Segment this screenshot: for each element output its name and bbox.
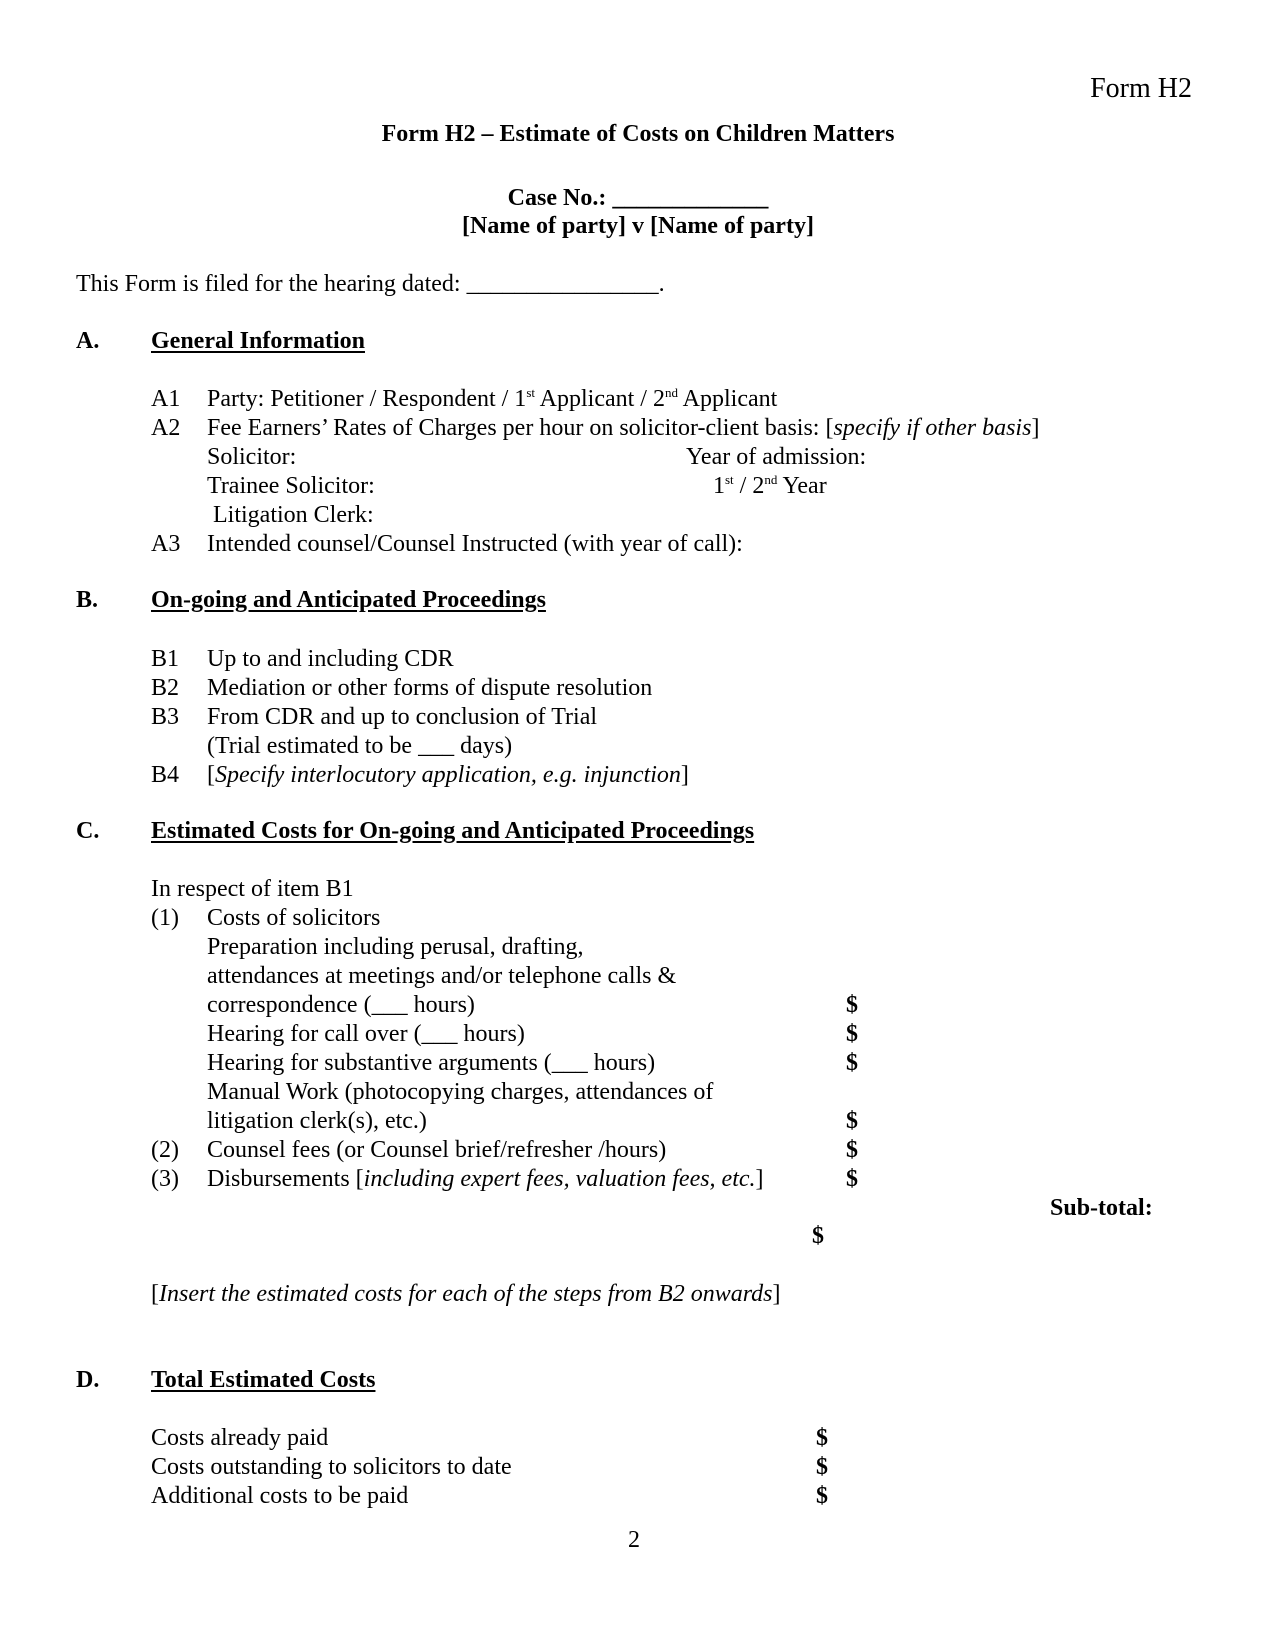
currency-sign: $ bbox=[816, 1454, 828, 1480]
form-code: Form H2 bbox=[1090, 73, 1192, 104]
case-number: Case No.: _____________ bbox=[507, 185, 769, 211]
year-admission-label: Year of admission: bbox=[686, 444, 867, 470]
litigation-clerk-label: Litigation Clerk: bbox=[213, 502, 374, 528]
preparation-line-3: correspondence (___ hours) bbox=[207, 992, 475, 1018]
manual-work-line-2: litigation clerk(s), etc.) bbox=[207, 1108, 427, 1134]
trainee-label: Trainee Solicitor: bbox=[207, 473, 375, 499]
trainee-year: 1st / 2nd Year bbox=[713, 472, 827, 499]
section-c-letter: C. bbox=[76, 818, 100, 844]
item-c3-number: (3) bbox=[151, 1166, 179, 1192]
currency-sign: $ bbox=[816, 1425, 828, 1451]
currency-sign: $ bbox=[846, 1166, 858, 1192]
item-a3-number: A3 bbox=[151, 531, 181, 557]
item-c2-text: Counsel fees (or Counsel brief/refresher /hours) bbox=[207, 1137, 667, 1163]
costs-outstanding: Costs outstanding to solicitors to date bbox=[151, 1454, 512, 1480]
item-c1-text: Costs of solicitors bbox=[207, 905, 381, 931]
section-a-heading: General Information bbox=[151, 328, 365, 354]
call-over-hearing: Hearing for call over (___ hours) bbox=[207, 1021, 525, 1047]
section-d-letter: D. bbox=[76, 1367, 100, 1393]
manual-work-line-1: Manual Work (photocopying charges, attendances of bbox=[207, 1079, 714, 1105]
item-b2-number: B2 bbox=[151, 675, 180, 701]
section-d-heading: Total Estimated Costs bbox=[151, 1367, 376, 1393]
page-title: Form H2 – Estimate of Costs on Children Matters bbox=[381, 121, 895, 147]
solicitor-label: Solicitor: bbox=[207, 444, 297, 470]
preparation-line-1: Preparation including perusal, drafting, bbox=[207, 934, 584, 960]
hearing-date-line: This Form is filed for the hearing dated: ________________. bbox=[76, 271, 665, 297]
page-number: 2 bbox=[628, 1527, 640, 1553]
item-a2-text: Fee Earners’ Rates of Charges per hour on solicitor-client basis: [specify if other basis] bbox=[207, 415, 1040, 441]
party-names: [Name of party] v [Name of party] bbox=[462, 213, 814, 239]
section-a-letter: A. bbox=[76, 328, 100, 354]
item-a1-number: A1 bbox=[151, 386, 181, 412]
item-b1-number: B1 bbox=[151, 646, 180, 672]
item-a2-number: A2 bbox=[151, 415, 181, 441]
insert-note: [Insert the estimated costs for each of the steps from B2 onwards] bbox=[151, 1281, 781, 1307]
item-a1-text: Party: Petitioner / Respondent / 1st Applicant / 2nd Applicant bbox=[207, 385, 778, 412]
section-c-heading: Estimated Costs for On-going and Anticipated Proceedings bbox=[151, 818, 755, 844]
item-b3-number: B3 bbox=[151, 704, 180, 730]
subtotal-currency: $ bbox=[812, 1223, 824, 1249]
item-c3-text: Disbursements [including expert fees, valuation fees, etc.] bbox=[207, 1166, 764, 1192]
item-b3-subtext: (Trial estimated to be ___ days) bbox=[207, 733, 513, 759]
item-b4-number: B4 bbox=[151, 762, 180, 788]
costs-additional: Additional costs to be paid bbox=[151, 1483, 409, 1509]
costs-paid: Costs already paid bbox=[151, 1425, 329, 1451]
preparation-line-2: attendances at meetings and/or telephone calls & bbox=[207, 963, 677, 989]
currency-sign: $ bbox=[846, 1137, 858, 1163]
respect-of-item: In respect of item B1 bbox=[151, 876, 354, 902]
currency-sign: $ bbox=[846, 1050, 858, 1076]
substantive-hearing: Hearing for substantive arguments (___ hours) bbox=[207, 1050, 656, 1076]
section-b-heading: On-going and Anticipated Proceedings bbox=[151, 587, 546, 613]
currency-sign: $ bbox=[846, 992, 858, 1018]
item-b1-text: Up to and including CDR bbox=[207, 646, 454, 672]
subtotal-label: Sub-total: bbox=[1050, 1195, 1153, 1221]
currency-sign: $ bbox=[846, 1021, 858, 1047]
item-b4-text: [Specify interlocutory application, e.g. injunction] bbox=[207, 762, 689, 788]
item-c1-number: (1) bbox=[151, 905, 179, 931]
item-b3-text: From CDR and up to conclusion of Trial bbox=[207, 704, 598, 730]
item-a3-text: Intended counsel/Counsel Instructed (with year of call): bbox=[207, 531, 743, 557]
currency-sign: $ bbox=[816, 1483, 828, 1509]
item-c2-number: (2) bbox=[151, 1137, 179, 1163]
currency-sign: $ bbox=[846, 1108, 858, 1134]
item-b2-text: Mediation or other forms of dispute resolution bbox=[207, 675, 653, 701]
section-b-letter: B. bbox=[76, 587, 99, 613]
